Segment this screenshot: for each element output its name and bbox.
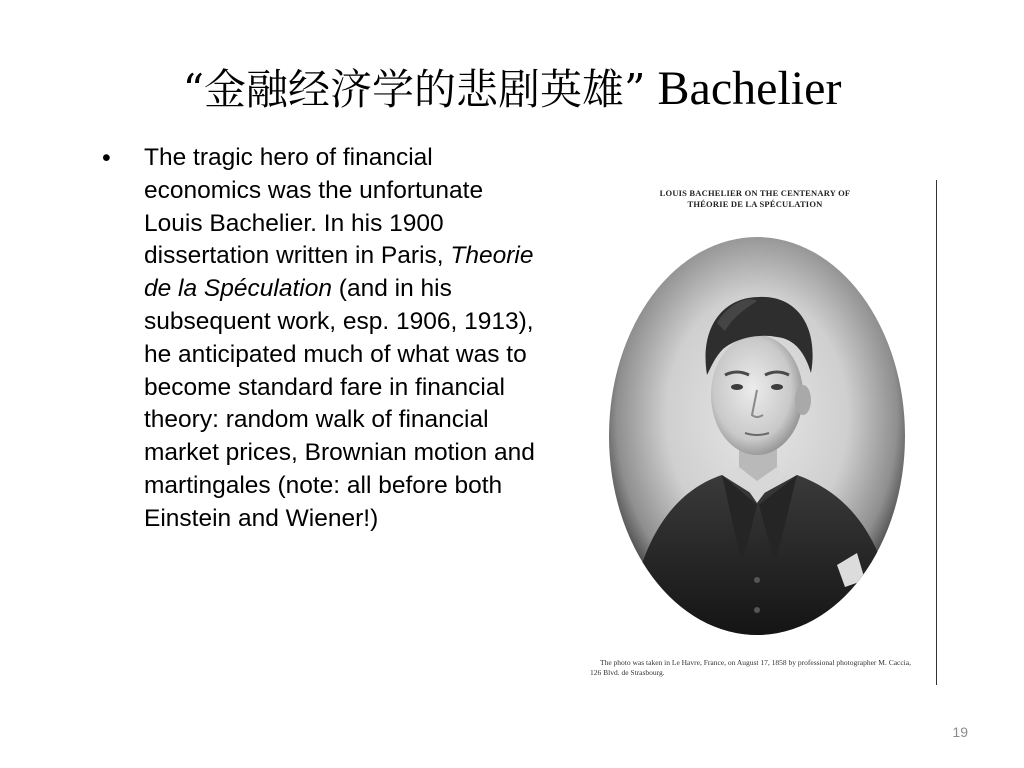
figure-divider — [936, 180, 937, 685]
page-number: 19 — [952, 724, 968, 740]
portrait-figure — [585, 180, 937, 685]
bullet-item — [144, 142, 548, 536]
figure-heading-line2: THÉORIE DE LA SPÉCULATION — [687, 199, 823, 209]
slide-title — [0, 60, 1024, 118]
figure-caption-line1: The photo was taken in Le Havre, France, on August 17, 1858 by professional photographer M. Caccia, — [600, 658, 911, 667]
figure-heading-line1: LOUIS BACHELIER ON THE CENTENARY OF — [659, 188, 851, 198]
title-bachelier: Bachelier — [657, 62, 842, 115]
bullet-text-before: The tragic hero of financial economics was the unfortunate Louis Bachelier. In his 1900 dissertation written in Paris, — [144, 144, 484, 270]
title-chinese: “金融经济学的悲剧英雄” — [182, 65, 646, 114]
bullet-marker: • — [102, 144, 111, 172]
bachelier-portrait-photo — [607, 235, 907, 637]
dissertation-title: Theorie de la Spéculation — [144, 242, 534, 303]
figure-heading — [605, 188, 905, 210]
figure-caption-line2: 126 Blvd. de Strasbourg. — [590, 668, 665, 677]
bullet-text-after: (and in his subsequent work, esp. 1906, 1913), he anticipated much of what was to become standard fare in financial theory: random walk of financial market prices, Brownian motion and martingales (note: all before both Einstein and Wiener!) — [144, 275, 535, 532]
figure-caption — [590, 658, 935, 678]
